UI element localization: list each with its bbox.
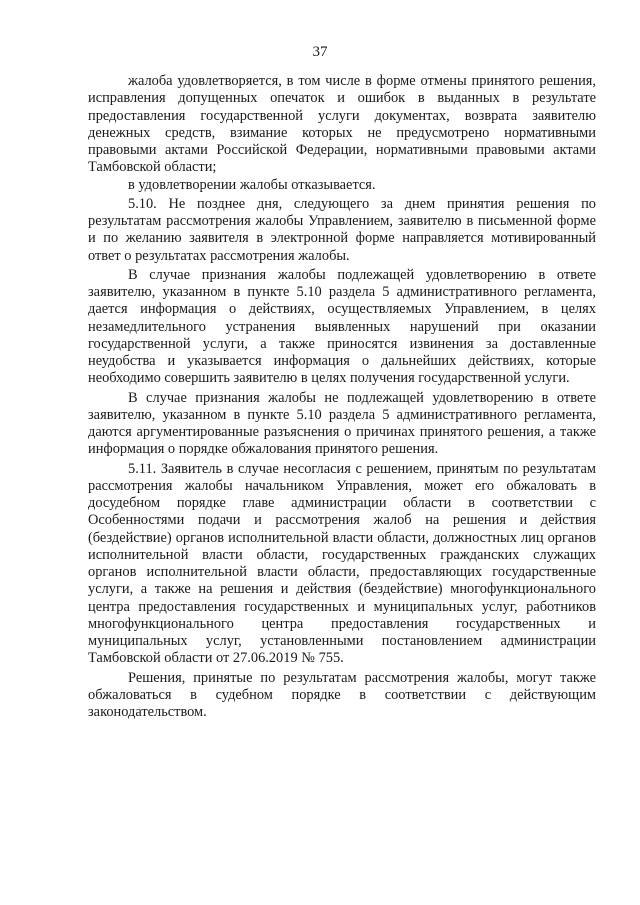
paragraph-satisfied-response: В случае признания жалобы подлежащей удовлетворению в ответе заявителю, указанном в пункте 5.10 раздела 5 административного регламента, дается информация о действиях, осуществляемых Управлением, в целях незамедлительного устранения выявленных нарушений при оказании государственной услуги, а также приносятся извинения за доставленные неудобства и указывается информация о дальнейших действиях, которые необходимо совершить заявителю в целях получения государственной услуги. [88, 266, 596, 387]
paragraph-section-5-10: 5.10. Не позднее дня, следующего за днем принятия решения по результатам рассмотрения жалобы Управлением, заявителю в письменной форме и по желанию заявителя в электронной форме направляется мотивированный ответ о результатах рассмотрения жалобы. [88, 195, 596, 264]
paragraph-section-5-11: 5.11. Заявитель в случае несогласия с решением, принятым по результатам рассмотрения жалобы начальником Управления, может его обжаловать в досудебном порядке главе администрации области в соответствии с Особенностями подачи и рассмотрения жалоб на решения и действия (бездействие) органов исполнительной власти области, должностных лиц органов исполнительной власти области, государственных гражданских служащих органов исполнительной власти области, предоставляющих государственные услуги, а также на решения и действия (бездействие) многофункционального центра предоставления государственных и муниципальных услуг, работников многофункционального центра предоставления государственных и муниципальных услуг, установленными постановлением администрации Тамбовской области от 27.06.2019 № 755. [88, 460, 596, 667]
paragraph-complaint-refused: в удовлетворении жалобы отказывается. [128, 176, 376, 193]
document-body [88, 73, 596, 721]
paragraph-complaint-satisfied: жалоба удовлетворяется, в том числе в форме отмены принятого решения, исправления допущенных опечаток и ошибок в выданных в результате предоставления государственной услуги документах, возврата заявителю денежных средств, взимание которых не предусмотрено нормативными правовыми актами Российской Федерации, нормативными правовыми актами Тамбовской области; [88, 73, 596, 176]
paragraph-court-appeal: Решения, принятые по результатам рассмотрения жалобы, могут также обжаловаться в судебном порядке в соответствии с действующим законодательством. [88, 669, 596, 720]
page-number: 37 [312, 44, 328, 60]
paragraph-unsatisfied-response: В случае признания жалобы не подлежащей удовлетворению в ответе заявителю, указанном в пункте 5.10 раздела 5 административного регламента, даются аргументированные разъяснения о причинах принятого решения, а также информация о порядке обжалования принятого решения. [88, 389, 596, 458]
